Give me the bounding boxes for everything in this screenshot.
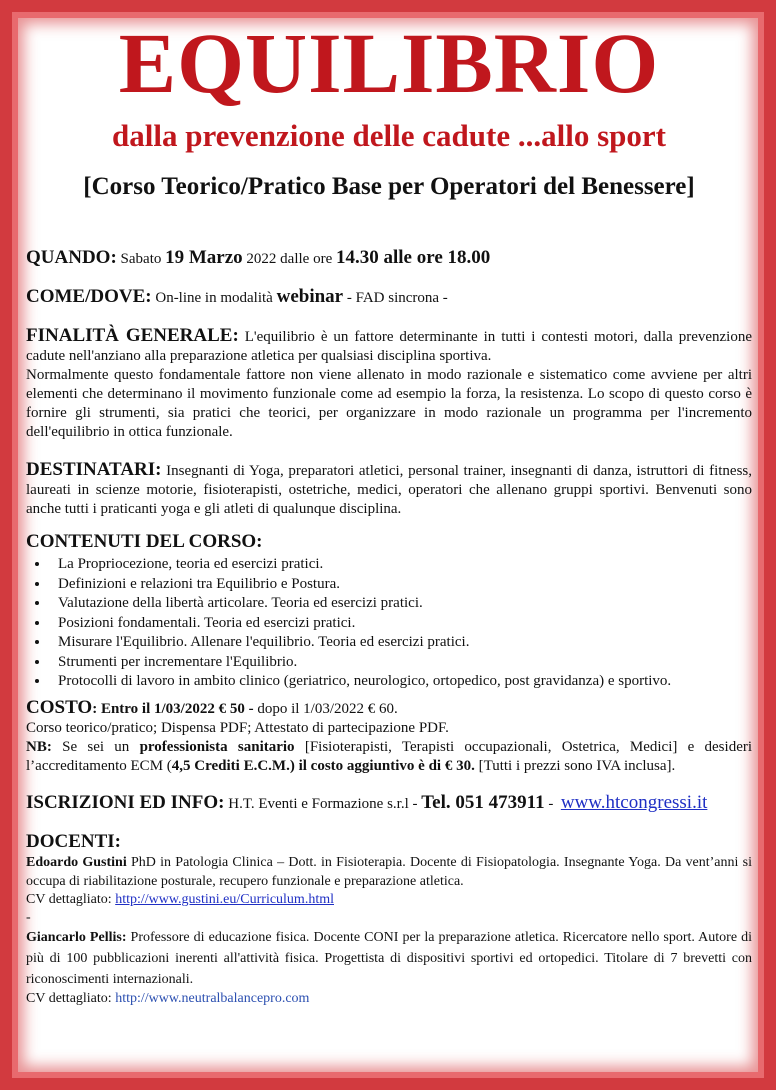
nb-bold-1: professionista sanitario: [139, 738, 295, 755]
nb-text-3: [Tutti i prezzi sono IVA inclusa].: [478, 757, 676, 774]
section-iscrizioni: [26, 792, 752, 815]
nb-label: NB:: [26, 738, 52, 755]
docente-2-cv-link[interactable]: http://www.neutralbalancepro.com: [115, 990, 310, 1006]
costo-line-2: Corso teorico/pratico; Dispensa PDF; Attestato di partecipazione PDF.: [26, 719, 449, 736]
section-how: [26, 287, 752, 308]
list-item: • Definizioni e relazioni tra Equilibrio e Postura.: [50, 575, 752, 595]
finalita-colon: :: [232, 325, 239, 346]
costo-entro: Entro il 1/03/2022 € 50 -: [100, 700, 254, 717]
list-item: • Protocolli di lavoro in ambito clinico (geriatrico, neurologico, ortopedico, post gravidanza) e sportivo.: [50, 672, 752, 692]
how-text-2: - FAD sincrona -: [346, 290, 448, 306]
contenuti-list: [26, 555, 752, 692]
section-finalita: [26, 326, 752, 442]
how-label: COME/DOVE:: [26, 286, 152, 307]
docente-2-name: Giancarlo Pellis:: [26, 929, 127, 945]
docente-1: [26, 853, 752, 891]
costo-colon: :: [92, 700, 98, 717]
costo-dopo: dopo il 1/03/2022 € 60.: [257, 700, 398, 717]
nb-text-1: Se sei un: [62, 738, 130, 755]
list-item: • Misurare l'Equilibrio. Allenare l'equilibrio. Teoria ed esercizi pratici.: [50, 633, 752, 653]
destinatari-text: Insegnanti di Yoga, preparatori atletici, personal trainer, insegnanti di danza, istruttori di fitness, laureati in scienze motorie, fisioterapisti, ostetriche, medici, operatori che allenano gruppi sportivi. Benvenuti sono anche tutti i praticanti yoga e gli atleti di qualunque disciplina.: [26, 463, 752, 517]
cv-label: CV dettagliato:: [26, 891, 112, 907]
list-item: • Valutazione della libertà articolare. Teoria ed esercizi pratici.: [50, 594, 752, 614]
course-type: [Corso Teorico/Pratico Base per Operatori del Benessere]: [83, 173, 695, 200]
iscrizioni-label: ISCRIZIONI ED INFO:: [26, 791, 225, 813]
when-date: 19 Marzo: [165, 247, 243, 268]
when-time: 14.30 alle ore 18.00: [335, 247, 491, 268]
separator-dash: -: [26, 909, 31, 925]
when-day: Sabato: [120, 251, 162, 267]
section-contenuti: [26, 531, 752, 692]
list-item: • Posizioni fondamentali. Teoria ed esercizi pratici.: [50, 614, 752, 634]
docente-1-cv-link[interactable]: http://www.gustini.eu/Curriculum.html: [115, 891, 334, 907]
how-text: On-line in modalità: [155, 290, 273, 306]
docente-1-cv: [26, 891, 752, 909]
destinatari-label: DESTINATARI:: [26, 459, 162, 480]
cv-label: CV dettagliato:: [26, 990, 112, 1006]
when-year: 2022 dalle ore: [246, 251, 333, 267]
nb-bold-2: 4,5 Crediti E.C.M.) il costo aggiuntivo è di € 30.: [171, 757, 475, 774]
how-webinar: webinar: [276, 286, 344, 307]
section-when: [26, 248, 752, 269]
iscrizioni-org: H.T. Eventi e Formazione s.r.l -: [228, 795, 418, 812]
docenti-label: DOCENTI:: [26, 830, 122, 852]
docente-2-cv: [26, 990, 752, 1008]
list-item: • Strumenti per incrementare l'Equilibrio.: [50, 653, 752, 673]
flyer-content: [26, 16, 752, 1008]
nb-text-2: [Fisioterapisti, Terapisti occupazionali, Ostetrica, Medici] e desideri l’accreditamento ECM (: [26, 738, 753, 774]
section-docenti: [26, 831, 752, 1008]
main-title: EQUILIBRIO: [118, 15, 660, 111]
section-destinatari: [26, 460, 752, 519]
docente-2-bio: Professore di educazione fisica. Docente CONI per la preparazione atletica. Ricercatore nello sport. Autore di più di 100 pubblicazioni inerenti all'attività fisica. Progettista di dispositivi sportivi ed ortopedici. Titolare di 7 brevetti con riconoscimenti internazionali.: [26, 929, 752, 987]
docente-2: [26, 927, 752, 990]
finalita-text-2: Normalmente questo fondamentale fattore non viene allenato in modo razionale e sistematico come avviene per altri elementi che determinano il movimento funzionale come ad esempio la forza, la resistenza. Lo scopo di questo corso è fornire gli strumenti, sia pratici che teorici, per organizzare in modo razionale un programma per l'incremento dell'equilibrio in ottica funzionale.: [26, 367, 752, 440]
docente-1-bio: PhD in Patologia Clinica – Dott. in Fisioterapia. Docente di Fisiopatologia. Insegnante Yoga. Da vent’anni si occupa di riabilitazione posturale, recupero funzionale e preparazione atletica.: [26, 854, 753, 889]
website-link[interactable]: www.htcongressi.it: [560, 791, 708, 813]
subtitle: dalla prevenzione delle cadute ...allo sport: [112, 118, 666, 153]
costo-label: COSTO: [26, 696, 93, 718]
finalita-text-1: L'equilibrio è un fattore determinante in tutti i contesti motori, dalla prevenzione cadute nell'anziano alla preparazione atletica per qualsiasi disciplina sportiva.: [26, 329, 752, 364]
finalita-label: FINALITÀ GENERALE: [26, 325, 233, 346]
list-item: • La Propriocezione, teoria ed esercizi pratici.: [50, 555, 752, 575]
iscrizioni-tel: Tel. 051 473911: [421, 791, 545, 813]
when-label: QUANDO:: [26, 247, 117, 268]
contenuti-label: CONTENUTI DEL CORSO:: [26, 531, 263, 552]
section-costo: [26, 698, 752, 776]
iscrizioni-sep: -: [548, 795, 554, 812]
docente-1-name: Edoardo Gustini: [26, 854, 127, 870]
